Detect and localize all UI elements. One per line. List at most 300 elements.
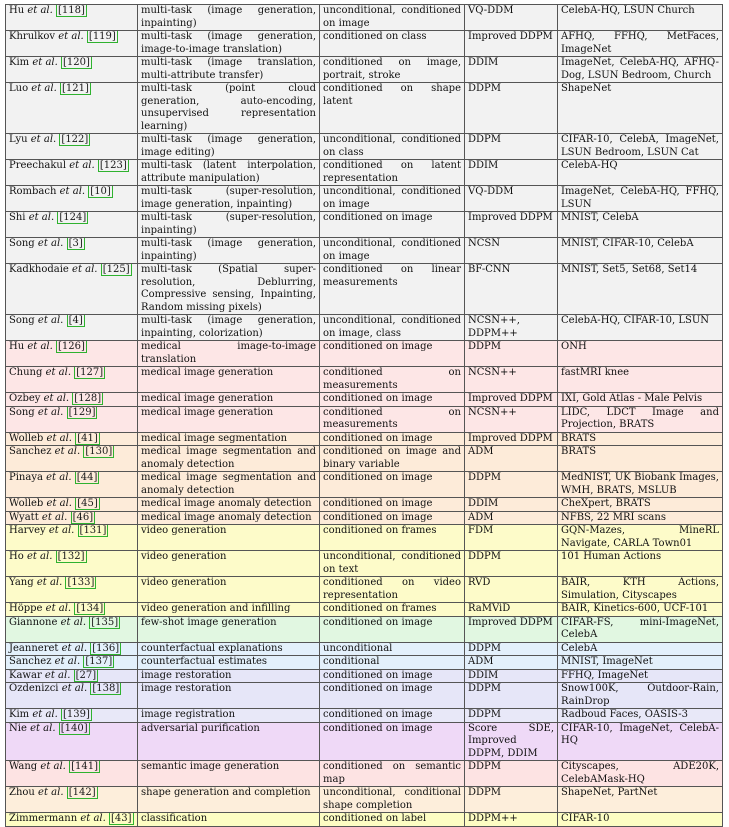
datasets-cell: ONH xyxy=(558,341,723,367)
architecture-cell: Improved DDPM xyxy=(465,432,558,446)
citation-number: 44 xyxy=(80,472,94,483)
author-name: Jeanneret xyxy=(9,642,59,654)
architecture-cell: FDM xyxy=(465,525,558,551)
citation-number: 140 xyxy=(64,722,84,734)
architecture-cell: DDPM xyxy=(465,83,558,134)
author-cell xyxy=(6,813,138,827)
et-al-text: et al. xyxy=(45,603,72,614)
conditioning-cell: conditioned on image xyxy=(320,212,465,238)
table-row xyxy=(6,432,723,446)
architecture-cell: DDPM xyxy=(465,472,558,498)
author-name: Ho xyxy=(9,551,24,562)
author-name: Song xyxy=(9,406,35,418)
author-name: Lyu xyxy=(9,134,28,145)
et-al-text: et al. xyxy=(41,511,68,523)
author-name: Harvey xyxy=(9,525,46,536)
et-al-text: et al. xyxy=(59,186,86,197)
author-cell xyxy=(6,264,138,315)
et-al-text: et al. xyxy=(58,31,84,42)
task-cell: multi-task (point cloud generation, auto-encoding, unsupervised representation learning) xyxy=(138,83,320,134)
et-al-text: et al. xyxy=(37,315,64,326)
citation-bracket: ] xyxy=(99,603,104,614)
task-cell: multi-task (super-resolution, image generation, inpainting) xyxy=(138,186,320,212)
author-cell xyxy=(6,511,138,525)
author-cell xyxy=(6,616,138,642)
author-name: Nie xyxy=(9,722,27,734)
architecture-cell: VQ-DDM xyxy=(465,186,558,212)
task-cell: medical image segmentation xyxy=(138,432,320,446)
architecture-cell: DDPM xyxy=(465,761,558,787)
table-row xyxy=(6,813,723,827)
author-name: Giannone xyxy=(9,616,58,628)
author-cell xyxy=(6,642,138,656)
et-al-text: et al. xyxy=(32,709,58,720)
author-name: Sanchez xyxy=(9,656,52,667)
et-al-text: et al. xyxy=(38,787,64,798)
citation-link[interactable] xyxy=(69,761,100,774)
datasets-cell: NFBS, 22 MRI scans xyxy=(558,511,723,525)
et-al-text: et al. xyxy=(54,446,81,457)
citation-link[interactable] xyxy=(101,264,132,277)
conditioning-cell: unconditional, conditioned on text xyxy=(320,551,465,577)
datasets-cell: IXI, Gold Atlas - Male Pelvis xyxy=(558,393,723,407)
citation-bracket: ] xyxy=(86,709,90,720)
architecture-cell: ADM xyxy=(465,511,558,525)
task-cell: adversarial purification xyxy=(138,722,320,761)
table-row xyxy=(6,603,723,617)
architecture-cell: NCSN++ xyxy=(465,406,558,432)
author-cell xyxy=(6,57,138,83)
architecture-cell: ADM xyxy=(465,656,558,670)
citation-bracket: [ xyxy=(61,83,66,94)
citation-bracket: [ xyxy=(68,787,73,798)
citation-bracket: ] xyxy=(89,511,94,523)
author-name: Song xyxy=(9,315,35,326)
author-cell xyxy=(6,577,138,603)
author-name: Song xyxy=(9,238,35,249)
author-cell xyxy=(6,722,138,761)
citation-bracket: [ xyxy=(85,656,90,667)
datasets-cell: ShapeNet, PartNet xyxy=(558,787,723,813)
author-name: Höppe xyxy=(9,603,43,614)
citation-link[interactable] xyxy=(87,31,118,44)
architecture-cell: Improved DDPM xyxy=(465,393,558,407)
citation-bracket: ] xyxy=(106,186,111,197)
table-row xyxy=(6,761,723,787)
task-cell: multi-task (image generation, inpainting) xyxy=(138,5,320,31)
table-row xyxy=(6,341,723,367)
architecture-cell: ADM xyxy=(465,446,558,472)
et-al-text: et al. xyxy=(45,367,72,378)
table-row xyxy=(6,616,723,642)
table-row xyxy=(6,160,723,186)
citation-link[interactable] xyxy=(72,393,103,406)
citation-bracket: [ xyxy=(71,761,75,772)
citation-bracket: [ xyxy=(58,341,62,352)
task-cell: multi-task (image generation, image-to-image translation) xyxy=(138,31,320,57)
citation-link[interactable] xyxy=(88,186,113,199)
et-al-text: et al. xyxy=(61,683,88,694)
task-cell: multi-task (image generation, inpainting, colorization) xyxy=(138,315,320,341)
datasets-cell: MedNIST, UK Biobank Images, WMH, BRATS, MSLUB xyxy=(558,472,723,498)
author-cell xyxy=(6,31,138,57)
architecture-cell: DDPM++ xyxy=(465,813,558,827)
datasets-cell: CIFAR-10 xyxy=(558,813,723,827)
citation-bracket: ] xyxy=(84,83,89,94)
table-row xyxy=(6,511,723,525)
citation-number: 139 xyxy=(66,709,86,720)
author-name: Shi xyxy=(9,212,26,223)
datasets-cell: LIDC, LDCT Image and Projection, BRATS xyxy=(558,406,723,432)
citation-bracket: [ xyxy=(77,432,82,444)
citation-link[interactable] xyxy=(57,212,88,225)
citation-link[interactable] xyxy=(75,498,100,511)
citation-link[interactable] xyxy=(90,642,121,655)
conditioning-cell: conditioned on image xyxy=(320,709,465,723)
citation-bracket: ] xyxy=(115,683,120,694)
citation-link[interactable] xyxy=(56,551,87,564)
author-cell xyxy=(6,393,138,407)
et-al-text: et al. xyxy=(27,341,53,352)
table-body xyxy=(6,5,723,827)
architecture-cell: DDPM xyxy=(465,551,558,577)
task-cell: few-shot image generation xyxy=(138,616,320,642)
architecture-cell: RVD xyxy=(465,577,558,603)
et-al-text: et al. xyxy=(43,393,70,404)
citation-bracket: [ xyxy=(59,212,64,223)
citation-number: 128 xyxy=(78,393,98,404)
citation-bracket: [ xyxy=(60,722,65,734)
et-al-text: et al. xyxy=(80,813,106,824)
et-al-text: et al. xyxy=(44,669,71,681)
citation-number: 43 xyxy=(114,813,128,824)
et-al-text: et al. xyxy=(46,432,72,444)
conditioning-cell: conditioned on frames xyxy=(320,603,465,617)
table-row xyxy=(6,498,723,512)
conditioning-cell: conditioned on linear measurements xyxy=(320,264,465,315)
citation-number: 4 xyxy=(72,315,79,326)
citation-number: 125 xyxy=(106,264,126,275)
citation-number: 137 xyxy=(89,656,109,667)
author-name: Kim xyxy=(9,57,30,68)
citation-link[interactable] xyxy=(60,83,91,96)
author-name: Hu xyxy=(9,341,25,352)
table-row xyxy=(6,406,723,432)
et-al-text: et al. xyxy=(48,525,75,536)
author-name: Chung xyxy=(9,367,43,378)
author-name: Kawar xyxy=(9,669,42,681)
table-row xyxy=(6,238,723,264)
citation-link[interactable] xyxy=(83,446,114,459)
author-name: Kadkhodaie xyxy=(9,264,69,275)
author-cell xyxy=(6,186,138,212)
datasets-cell: MNIST, Set5, Set68, Set14 xyxy=(558,264,723,315)
citation-bracket: ] xyxy=(83,722,88,734)
et-al-text: et al. xyxy=(28,212,55,223)
citation-number: 142 xyxy=(72,787,92,798)
citation-number: 129 xyxy=(72,406,92,418)
citation-bracket: [ xyxy=(77,498,82,509)
citation-bracket: [ xyxy=(63,709,67,720)
datasets-cell: FFHQ, ImageNet xyxy=(558,669,723,683)
author-cell xyxy=(6,212,138,238)
author-name: Özdenizci xyxy=(9,683,59,694)
datasets-cell: Cityscapes, ADE20K, CelebAMask-HQ xyxy=(558,761,723,787)
architecture-cell: DDIM xyxy=(465,160,558,186)
datasets-cell: CelebA-HQ xyxy=(558,160,723,186)
citation-link[interactable] xyxy=(59,134,90,147)
table-row xyxy=(6,787,723,813)
task-cell: image restoration xyxy=(138,683,320,709)
datasets-cell: GQN-Mazes, MineRL Navigate, CARLA Town01 xyxy=(558,525,723,551)
architecture-cell: DDPM xyxy=(465,134,558,160)
citation-bracket: ] xyxy=(91,406,96,418)
conditioning-cell: conditioned on measurements xyxy=(320,367,465,393)
datasets-cell: CheXpert, BRATS xyxy=(558,498,723,512)
citation-link[interactable] xyxy=(74,669,99,682)
table-row xyxy=(6,551,723,577)
task-cell: multi-task (image generation, inpainting) xyxy=(138,238,320,264)
table-row xyxy=(6,656,723,670)
citation-bracket: ] xyxy=(93,472,98,483)
table-row xyxy=(6,577,723,603)
citation-bracket: [ xyxy=(75,669,80,681)
citation-bracket: ] xyxy=(80,551,85,562)
et-al-text: et al. xyxy=(30,134,57,145)
citation-bracket: [ xyxy=(58,5,62,16)
architecture-cell: NCSN++ xyxy=(465,367,558,393)
author-cell xyxy=(6,432,138,446)
citation-bracket: ] xyxy=(108,446,113,457)
architecture-cell: VQ-DDM xyxy=(465,5,558,31)
citation-bracket: [ xyxy=(67,577,72,588)
table-row xyxy=(6,669,723,683)
citation-bracket: [ xyxy=(110,813,115,824)
citation-link[interactable] xyxy=(74,603,105,616)
citation-link[interactable] xyxy=(67,406,98,419)
author-cell xyxy=(6,446,138,472)
citation-link[interactable] xyxy=(67,315,85,328)
conditioning-cell: conditioned on image xyxy=(320,498,465,512)
citation-number: 127 xyxy=(80,367,100,378)
citation-number: 135 xyxy=(95,616,115,628)
datasets-cell: MNIST, CIFAR-10, CelebA xyxy=(558,238,723,264)
task-cell: video generation and infilling xyxy=(138,603,320,617)
datasets-cell: CelebA-HQ, CIFAR-10, LSUN xyxy=(558,315,723,341)
conditioning-cell: conditioned on frames xyxy=(320,525,465,551)
et-al-text: et al. xyxy=(72,264,98,275)
citation-number: 123 xyxy=(103,160,123,171)
author-cell xyxy=(6,406,138,432)
citation-bracket: ] xyxy=(86,57,90,68)
citation-number: 126 xyxy=(61,341,82,352)
conditioning-cell: unconditional, conditioned on class xyxy=(320,134,465,160)
author-cell xyxy=(6,525,138,551)
conditioning-cell: unconditional, conditioned on image xyxy=(320,5,465,31)
conditioning-cell: unconditional, conditional shape completion xyxy=(320,787,465,813)
task-cell: multi-task (latent interpolation, attribute manipulation) xyxy=(138,160,320,186)
datasets-cell: MNIST, CelebA xyxy=(558,212,723,238)
citation-link[interactable] xyxy=(67,787,98,800)
conditioning-cell: conditional xyxy=(320,656,465,670)
citation-bracket: [ xyxy=(88,31,93,42)
author-cell xyxy=(6,683,138,709)
citation-bracket: [ xyxy=(99,160,104,171)
citation-link[interactable] xyxy=(109,813,134,826)
datasets-cell: 101 Human Actions xyxy=(558,551,723,577)
citation-bracket: [ xyxy=(92,683,97,694)
table-row xyxy=(6,83,723,134)
datasets-cell: CelebA-HQ, LSUN Church xyxy=(558,5,723,31)
citation-bracket: [ xyxy=(74,393,79,404)
author-name: Luo xyxy=(9,83,29,94)
datasets-cell: CelebA xyxy=(558,642,723,656)
citation-bracket: [ xyxy=(68,238,73,249)
author-cell xyxy=(6,787,138,813)
conditioning-cell: conditioned on image xyxy=(320,683,465,709)
citation-bracket: ] xyxy=(125,264,130,275)
citation-number: 138 xyxy=(96,683,116,694)
citation-number: 130 xyxy=(89,446,109,457)
table-row xyxy=(6,393,723,407)
citation-bracket: ] xyxy=(108,656,113,667)
citation-number: 120 xyxy=(66,57,86,68)
citation-bracket: ] xyxy=(92,669,97,681)
author-name: Zhou xyxy=(9,787,35,798)
author-cell xyxy=(6,498,138,512)
conditioning-cell: conditioned on semantic map xyxy=(320,761,465,787)
citation-number: 27 xyxy=(79,669,93,681)
table-row xyxy=(6,525,723,551)
citation-bracket: ] xyxy=(114,616,119,628)
task-cell: medical image generation xyxy=(138,406,320,432)
datasets-cell: ImageNet, CelebA-HQ, AFHQ-Dog, LSUN Bedroom, Church xyxy=(558,57,723,83)
task-cell: image registration xyxy=(138,709,320,723)
citation-bracket: ] xyxy=(127,813,132,824)
citation-link[interactable] xyxy=(90,683,121,696)
author-name: Wolleb xyxy=(9,432,44,444)
conditioning-cell: conditioned on image xyxy=(320,341,465,367)
author-name: Hu xyxy=(9,5,25,16)
citation-bracket: ] xyxy=(82,212,87,223)
conditioning-cell: unconditional, conditioned on image, class xyxy=(320,315,465,341)
citation-link[interactable] xyxy=(56,341,87,354)
citation-number: 136 xyxy=(96,642,116,654)
architecture-cell: DDPM xyxy=(465,341,558,367)
citation-link[interactable] xyxy=(89,616,120,629)
conditioning-cell: unconditional, conditioned on image xyxy=(320,186,465,212)
author-name: Wyatt xyxy=(9,511,39,523)
author-name: Özbey xyxy=(9,393,41,404)
architecture-cell: DDIM xyxy=(465,57,558,83)
conditioning-cell: conditioned on image xyxy=(320,722,465,761)
citation-bracket: [ xyxy=(102,264,107,275)
citation-link[interactable] xyxy=(65,577,96,590)
task-cell: classification xyxy=(138,813,320,827)
citation-bracket: [ xyxy=(76,603,81,614)
citation-link[interactable] xyxy=(83,656,114,669)
et-al-text: et al. xyxy=(60,616,87,628)
citation-link[interactable] xyxy=(98,160,129,173)
task-cell: video generation xyxy=(138,577,320,603)
citation-bracket: ] xyxy=(94,761,98,772)
architecture-cell: DDIM xyxy=(465,498,558,512)
author-cell xyxy=(6,341,138,367)
citation-link[interactable] xyxy=(78,525,109,538)
conditioning-cell: conditioned on image xyxy=(320,511,465,525)
citation-number: 118 xyxy=(61,5,82,16)
author-name: Zimmermann xyxy=(9,813,78,824)
citation-bracket: ] xyxy=(81,5,85,16)
task-cell: multi-task (image generation, image editing) xyxy=(138,134,320,160)
conditioning-cell: unconditional, conditioned on image xyxy=(320,238,465,264)
et-al-text: et al. xyxy=(27,5,53,16)
author-name: Rombach xyxy=(9,186,57,197)
citation-bracket: [ xyxy=(85,446,90,457)
datasets-cell: BRATS xyxy=(558,432,723,446)
citation-bracket: ] xyxy=(122,160,127,171)
citation-link[interactable] xyxy=(75,432,100,445)
citation-bracket: [ xyxy=(57,551,62,562)
citation-bracket: [ xyxy=(92,642,97,654)
architecture-cell: RaMViD xyxy=(465,603,558,617)
citation-link[interactable] xyxy=(56,5,87,18)
architecture-cell: NCSN++, DDPM++ xyxy=(465,315,558,341)
task-cell: medical image anomaly detection xyxy=(138,511,320,525)
citation-bracket: [ xyxy=(90,186,95,197)
task-cell: video generation xyxy=(138,525,320,551)
table-row xyxy=(6,212,723,238)
citation-link[interactable] xyxy=(71,511,96,524)
citation-link[interactable] xyxy=(75,472,100,485)
et-al-text: et al. xyxy=(36,577,63,588)
citation-link[interactable] xyxy=(67,238,85,251)
task-cell: medical image anomaly detection xyxy=(138,498,320,512)
datasets-cell: CIFAR-FS, mini-ImageNet, CelebA xyxy=(558,616,723,642)
citation-bracket: [ xyxy=(79,525,84,536)
conditioning-cell: conditioned on label xyxy=(320,813,465,827)
table-row xyxy=(6,642,723,656)
et-al-text: et al. xyxy=(46,472,72,483)
datasets-cell: Snow100K, Outdoor-Rain, RainDrop xyxy=(558,683,723,709)
task-cell: medical image generation xyxy=(138,393,320,407)
task-cell: medical image generation xyxy=(138,367,320,393)
task-cell: multi-task (Spatial super-resolution, Deblurring, Compressive sensing, Inpainting, Random missing pixels) xyxy=(138,264,320,315)
datasets-cell: Radboud Faces, OASIS-3 xyxy=(558,709,723,723)
citation-link[interactable] xyxy=(61,709,92,722)
table-row xyxy=(6,264,723,315)
architecture-cell: BF-CNN xyxy=(465,264,558,315)
citation-link[interactable] xyxy=(59,722,90,735)
author-name: Khrulkov xyxy=(9,31,56,42)
conditioning-cell: conditioned on image, portrait, stroke xyxy=(320,57,465,83)
table-row xyxy=(6,134,723,160)
author-cell xyxy=(6,315,138,341)
task-cell: medical image-to-image translation xyxy=(138,341,320,367)
author-cell xyxy=(6,160,138,186)
conditioning-cell: conditioned on image xyxy=(320,616,465,642)
table-row xyxy=(6,367,723,393)
citation-link[interactable] xyxy=(74,367,105,380)
author-cell xyxy=(6,669,138,683)
citation-link[interactable] xyxy=(61,57,92,70)
datasets-cell: BAIR, KTH Actions, Simulation, Cityscapes xyxy=(558,577,723,603)
citation-bracket: [ xyxy=(76,472,81,483)
author-cell xyxy=(6,367,138,393)
author-cell xyxy=(6,134,138,160)
author-name: Wolleb xyxy=(9,498,44,509)
citation-bracket: ] xyxy=(91,787,96,798)
